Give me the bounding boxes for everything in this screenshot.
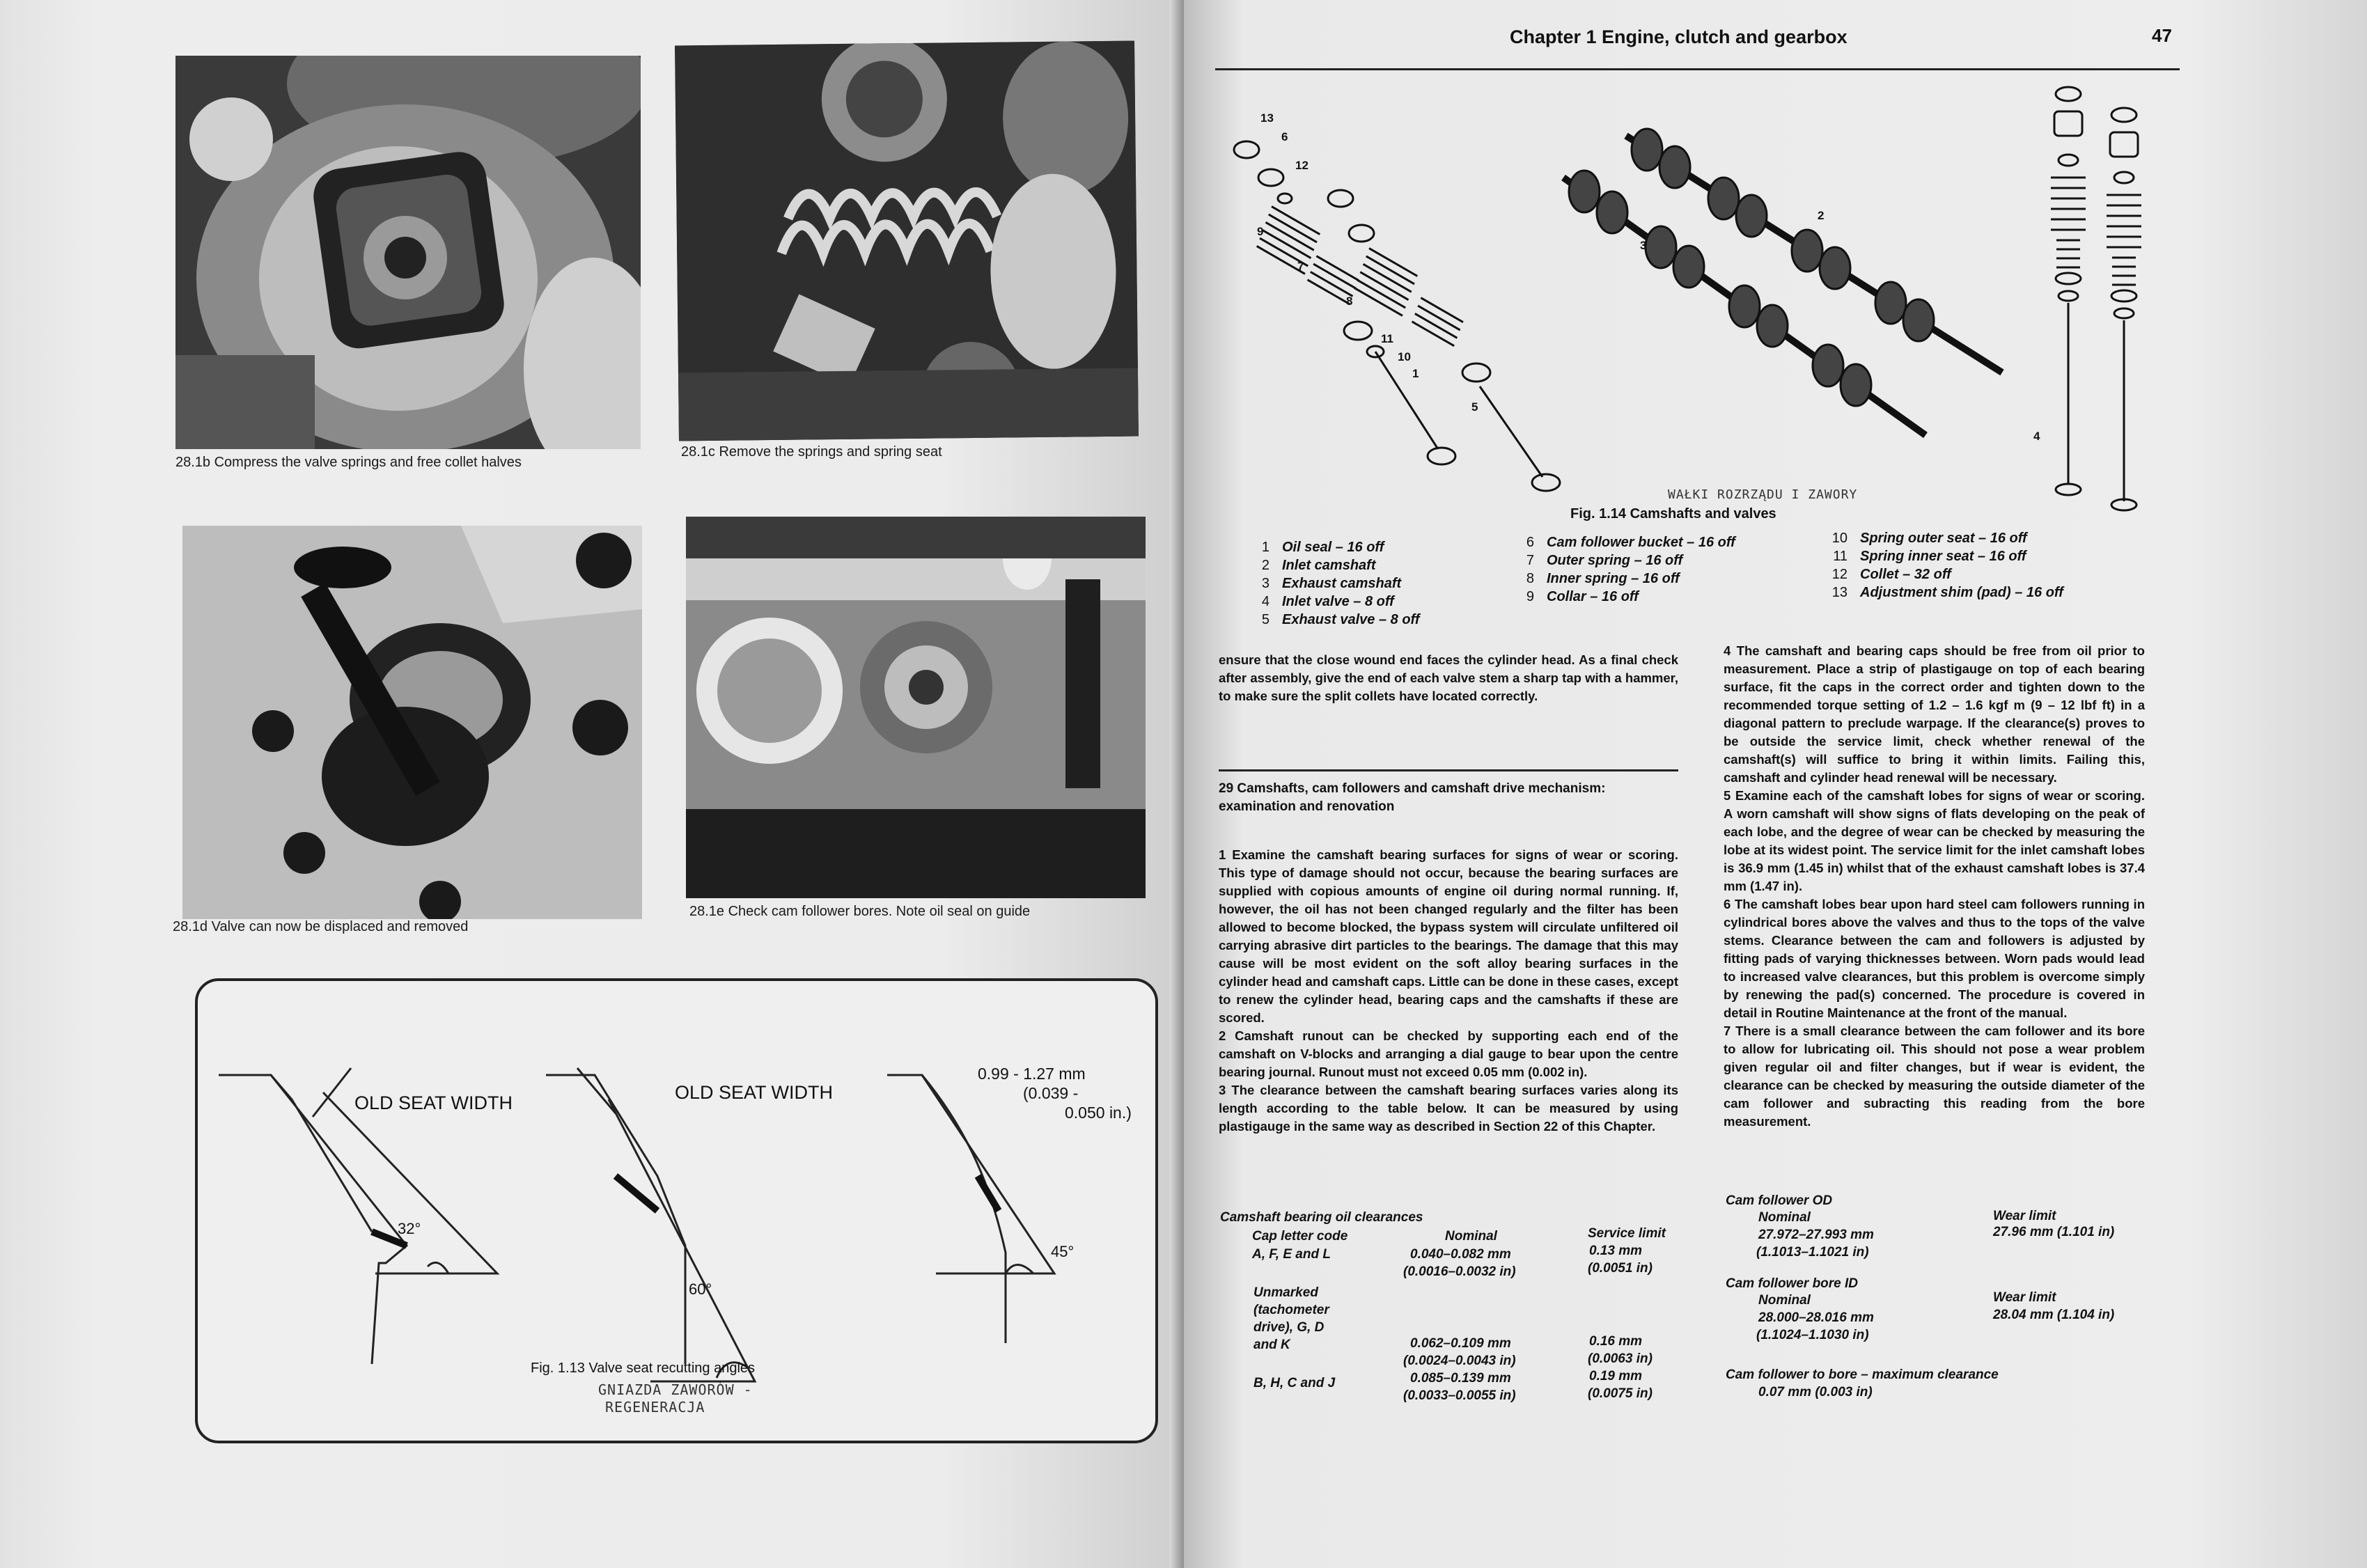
row3-limit-in: (0.0075 in) [1588, 1386, 1653, 1401]
row1-limit: 0.13 mm [1589, 1244, 1643, 1258]
bore-wear-value: 28.04 mm (1.104 in) [1993, 1308, 2115, 1322]
para-7: 7 There is a small clearance between the cam follower and its bore to allow for lubricating oil. This should not pose a wear problem given regular oil and filter changes, but if wear is evident, the clearance can be checked by measuring the outside diameter of the cam follower and subracting this reading from the bore measurement. [1724, 1024, 2145, 1129]
para-intro: ensure that the close wound end faces the cylinder head. As a final check after assembly, give the end of each valve stem a sharp tap with a hammer, to make sure the split collets have located correctly. [1219, 652, 1678, 703]
angle-45-label: 45° [1051, 1243, 1075, 1260]
legend-item-11: 11 Spring inner seat – 16 off [1833, 549, 2026, 564]
legend-item-4: 4 Inlet valve – 8 off [1261, 594, 1394, 609]
row3-nominal-in: (0.0033–0.0055 in) [1403, 1388, 1516, 1403]
left-page [0, 0, 1177, 1568]
row2-limit: 0.16 mm [1589, 1334, 1643, 1349]
part-label-9: 9 [1257, 225, 1264, 238]
legend-item-1: 1 Oil seal – 16 off [1261, 540, 1384, 555]
row2-code-2: (tachometer [1253, 1303, 1329, 1317]
row2-nominal-in: (0.0024–0.0043 in) [1403, 1354, 1516, 1368]
part-label-12: 12 [1295, 159, 1309, 172]
table-header-limit: Service limit [1588, 1226, 1666, 1241]
part-label-4: 4 [2033, 430, 2040, 443]
od-nominal-in: (1.1013–1.1021 in) [1756, 1245, 1869, 1260]
od-nominal-label: Nominal [1758, 1210, 1811, 1225]
row2-code-4: and K [1253, 1338, 1290, 1352]
row2-code-3: drive), G, D [1253, 1320, 1325, 1335]
caption-28-1d: 28.1d Valve can now be displaced and removed [173, 919, 469, 934]
part-label-6: 6 [1281, 130, 1288, 143]
od-title: Cam follower OD [1726, 1193, 1833, 1208]
legend-item-13: 13 Adjustment shim (pad) – 16 off [1831, 585, 2063, 600]
row1-nominal-in: (0.0016–0.0032 in) [1403, 1264, 1516, 1279]
fig-1-14-handwriting: WAŁKI ROZRZĄDU I ZAWORY [1668, 487, 1858, 502]
row2-limit-in: (0.0063 in) [1588, 1351, 1653, 1366]
row3-limit: 0.19 mm [1589, 1369, 1643, 1383]
chapter-heading: Chapter 1 Engine, clutch and gearbox [1510, 26, 1847, 47]
part-label-11: 11 [1381, 332, 1393, 345]
part-label-1: 1 [1412, 367, 1419, 380]
text-col1-body [1219, 846, 1678, 1136]
photo-28-1e-image [686, 517, 1146, 898]
fig-1-14-caption: Fig. 1.14 Camshafts and valves [1570, 506, 1776, 522]
handwriting-annotation-1: GNIAZDA ZAWORÓW - [598, 1381, 753, 1398]
legend-item-5: 5 Exhaust valve – 8 off [1261, 612, 1420, 627]
row2-nominal: 0.062–0.109 mm [1410, 1336, 1511, 1351]
old-seat-width-label-2: OLD SEAT WIDTH [675, 1082, 834, 1103]
bore-wear-label: Wear limit [1993, 1290, 2056, 1305]
photo-28-1e [686, 517, 1146, 898]
old-seat-width-label-1: OLD SEAT WIDTH [354, 1092, 513, 1113]
section-rule [1219, 769, 1678, 771]
para-3: 3 The clearance between the camshaft bearing surfaces varies along its length according to the table below. It can be measured by using plastigauge in the same way as described in Section 22 of this Chapter. [1219, 1083, 1678, 1134]
table-header-code: Cap letter code [1252, 1229, 1348, 1244]
photo-28-1c-image [675, 41, 1139, 441]
figure-1-14-camshafts [1215, 73, 2190, 512]
row2-code-1: Unmarked [1253, 1285, 1318, 1300]
row1-nominal: 0.040–0.082 mm [1410, 1247, 1511, 1262]
legend-item-2: 2 Inlet camshaft [1261, 558, 1376, 573]
dimension-in-label-2: 0.050 in.) [1065, 1104, 1132, 1122]
dimension-mm-label: 0.99 - 1.27 mm [978, 1065, 1086, 1083]
part-label-10: 10 [1398, 350, 1411, 363]
row1-code: A, F, E and L [1252, 1247, 1331, 1262]
part-label-3: 3 [1640, 239, 1647, 252]
header-rule [1215, 68, 2180, 70]
fig-1-13-caption: Fig. 1.13 Valve seat recutting angles [531, 1361, 756, 1376]
text-col2-body [1724, 642, 2145, 1131]
table-clearances-title: Camshaft bearing oil clearances [1220, 1210, 1423, 1225]
od-wear-label: Wear limit [1993, 1209, 2056, 1223]
part-label-8: 8 [1346, 295, 1353, 308]
para-6: 6 The camshaft lobes bear upon hard steel cam followers running in cylindrical bores above the valves and thus to the tops of the valve stems. Clearance between the cam and followers is adjusted by fitting pads of varying thicknesses between. Worn pads would lead to increased valve clearances, but this problem is overcome simply by renewing the pad(s) concerned. The procedure is covered in detail in Routine Maintenance at the front of the manual. [1724, 897, 2145, 1020]
photo-28-1c [675, 41, 1139, 441]
legend-item-6: 6 Cam follower bucket – 16 off [1526, 535, 1735, 550]
photo-28-1d-image [182, 526, 642, 919]
photo-28-1b [175, 56, 641, 449]
angle-60-label: 60° [689, 1280, 712, 1298]
handwriting-annotation-2: REGENERACJA [605, 1399, 705, 1416]
row3-nominal: 0.085–0.139 mm [1410, 1371, 1511, 1386]
camshaft-exploded-diagram [1215, 73, 2190, 512]
para-4: 4 The camshaft and bearing caps should be free from oil prior to measurement. Place a strip of plastigauge on top of each bearing surface, fit the caps in the correct order and tighten down to the recommended torque setting of 1.2 – 1.6 kgf m (9 – 12 lbf ft) in a diagonal pattern to preclude warpage. If the clearance(s) proves to be outside the service limit, check whether renewal of the camshaft(s) will suffice to bring it within limits. Failing this, camshaft and cylinder head renewal will be necessary. [1724, 643, 2145, 785]
clearance-title: Cam follower to bore – maximum clearance [1726, 1367, 1999, 1382]
od-wear-value: 27.96 mm (1.101 in) [1993, 1225, 2115, 1239]
legend-item-7: 7 Outer spring – 16 off [1526, 553, 1683, 568]
dimension-in-label-1: (0.039 - [1023, 1084, 1079, 1102]
page-number: 47 [2152, 25, 2172, 46]
bore-nominal-in: (1.1024–1.1030 in) [1756, 1328, 1869, 1342]
part-label-2: 2 [1818, 209, 1825, 222]
para-5: 5 Examine each of the camshaft lobes for signs of wear or scoring. A worn camshaft will show signs of flats developing on the peak of each lobe, and the degree of wear can be checked by measuring the lobe at its widest point. The service limit for the inlet camshaft lobes is 36.9 mm (1.45 in) whilst that of the exhaust camshaft lobes is 37.4 mm (1.47 in). [1724, 788, 2145, 893]
caption-28-1c: 28.1c Remove the springs and spring seat [681, 444, 942, 460]
part-label-5: 5 [1471, 400, 1478, 414]
legend-item-12: 12 Collet – 32 off [1831, 567, 1951, 582]
figure-1-13-valve-seat [195, 978, 1158, 1443]
fig-1-14-legend-col3 [1821, 529, 2063, 602]
caption-28-1e: 28.1e Check cam follower bores. Note oil seal on guide [689, 904, 1031, 919]
bore-title: Cam follower bore ID [1726, 1276, 1859, 1291]
od-nominal-value: 27.972–27.993 mm [1758, 1228, 1874, 1242]
para-2: 2 Camshaft runout can be checked by supporting each end of the camshaft on V-blocks and arranging a dial gauge to bear upon the centre bearing journal. Runout must not exceed 0.05 mm (0.002 in). [1219, 1028, 1678, 1079]
photo-28-1d [182, 526, 642, 919]
part-label-7: 7 [1297, 260, 1304, 273]
para-1: 1 Examine the camshaft bearing surfaces for signs of wear or scoring. This type of damage should not occur, because the bearing surfaces are supplied with copious amounts of engine oil during normal running. If, however, the oil has not been changed regularly and the filter has been allowed to become blocked, the bypass system will circulate unfiltered oil carrying abrasive dirt particles to the bearings. The damage that this may cause will be most evident on the soft alloy bearing surfaces in the cylinder head and camshaft caps. Little can be done in these cases, except to renew the cylinder head, bearing caps and the camshafts if these are scored. [1219, 847, 1678, 1025]
clearance-value: 0.07 mm (0.003 in) [1758, 1385, 1873, 1400]
bore-nominal-value: 28.000–28.016 mm [1758, 1310, 1874, 1325]
legend-item-8: 8 Inner spring – 16 off [1526, 571, 1680, 586]
fig-1-14-legend-col1 [1243, 538, 1420, 629]
legend-item-3: 3 Exhaust camshaft [1261, 576, 1402, 591]
photo-28-1b-image [175, 56, 641, 449]
row3-code: B, H, C and J [1253, 1376, 1336, 1390]
part-label-13: 13 [1260, 111, 1274, 125]
legend-item-10: 10 Spring outer seat – 16 off [1831, 531, 2027, 546]
table-header-nominal: Nominal [1445, 1229, 1497, 1244]
section-29-title: 29 Camshafts, cam followers and camshaft drive mechanism: examination and renovation [1219, 781, 1606, 814]
caption-28-1b: 28.1b Compress the valve springs and free collet halves [175, 455, 522, 470]
legend-item-9: 9 Collar – 16 off [1526, 589, 1639, 604]
row1-limit-in: (0.0051 in) [1588, 1261, 1653, 1276]
fig-1-14-legend-col2 [1508, 533, 1735, 606]
text-col1-intro [1219, 651, 1678, 705]
angle-32-label: 32° [398, 1220, 421, 1237]
bore-nominal-label: Nominal [1758, 1293, 1811, 1308]
